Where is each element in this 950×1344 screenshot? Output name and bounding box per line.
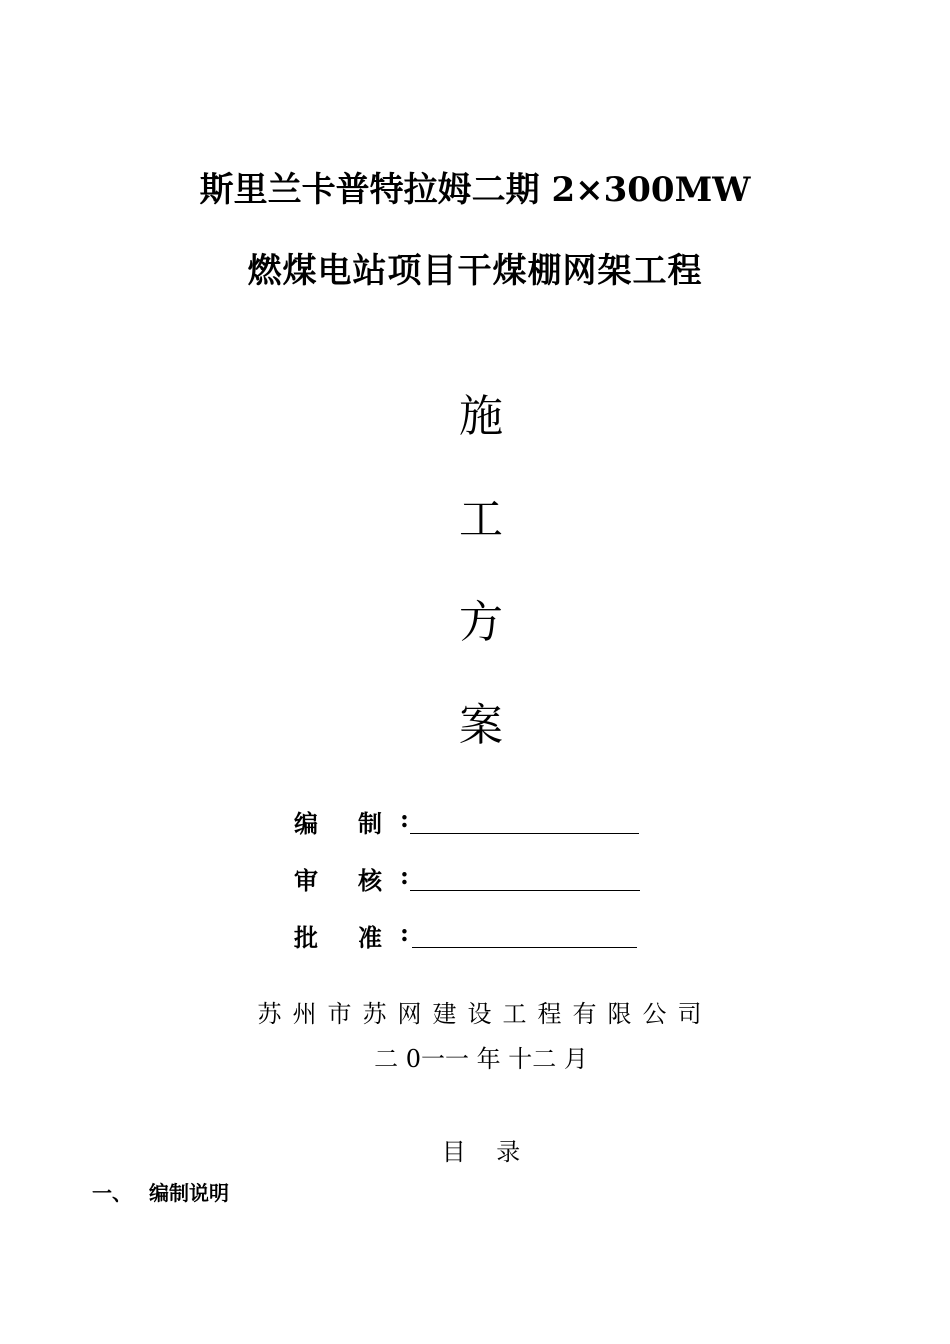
- signature-label-char: 编: [294, 809, 318, 838]
- company-name: 苏州市苏网建设工程有限公司: [257, 1000, 713, 1028]
- toc-item-label: 编制说明: [149, 1181, 229, 1205]
- signature-label-char: 批: [294, 923, 318, 952]
- signature-blank-line: [412, 947, 637, 948]
- project-title-line-2: 燃煤电站项目干煤棚网架工程: [247, 251, 703, 291]
- doc-type-char-2: 工: [459, 494, 503, 545]
- toc-title: 目 录: [441, 1138, 521, 1166]
- doc-type-char-1: 施: [459, 391, 503, 442]
- project-title-line-1: 斯里兰卡普特拉姆二期 2×300MW: [199, 170, 751, 210]
- doc-type-char-4: 案: [459, 700, 503, 751]
- toc-item-number: 一、: [92, 1181, 132, 1205]
- doc-type-char-3: 方: [459, 597, 503, 648]
- signature-label-char: 准: [358, 923, 382, 952]
- signature-label-char: 核: [358, 866, 382, 895]
- signature-label-char: 审: [294, 866, 318, 895]
- signature-colon: :: [400, 861, 409, 890]
- signature-blank-line: [410, 833, 639, 834]
- signature-colon: :: [400, 804, 409, 833]
- signature-label-char: 制: [358, 809, 382, 838]
- signature-colon: :: [400, 918, 409, 947]
- document-date: 二 0一一 年 十二 月: [374, 1045, 588, 1073]
- signature-blank-line: [410, 890, 640, 891]
